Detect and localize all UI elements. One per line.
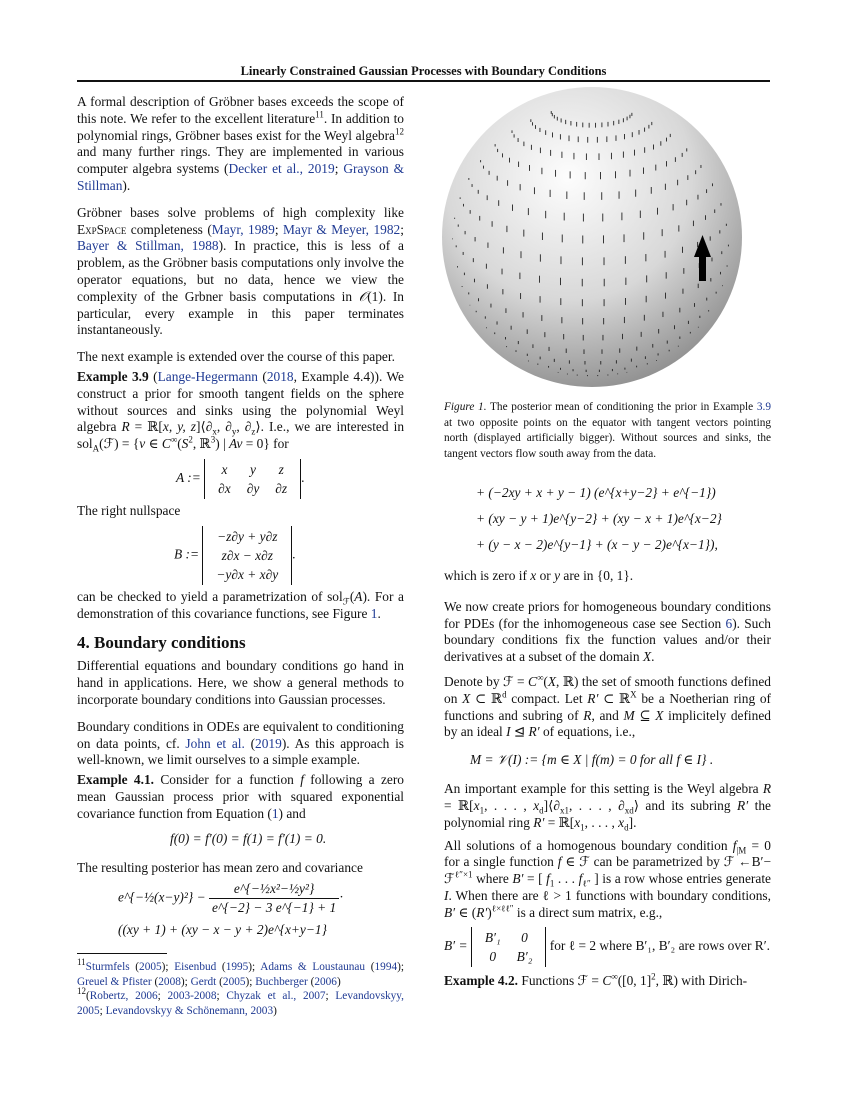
math-symbol: R [121,419,130,435]
text-run: ( [86,990,90,1003]
subscript: z [251,427,256,438]
example-4-2 [444,973,771,990]
matrix-entry: ∂y [246,480,260,496]
text-run: . . . [554,871,579,887]
text-run: can be checked to yield a parametrization of sol [77,588,343,604]
matrix-entry: 0 [489,948,497,964]
paragraph-posterior [77,860,404,877]
matrix-entry: y [250,461,256,477]
text-run: of equations, i.e., [539,724,636,740]
footnote-rule [77,953,167,954]
text-run: ) and [278,805,306,821]
citation-link[interactable]: Gerdt [190,975,217,988]
text-run: ) [336,975,341,988]
text-run: . When there are ℓ > 1 functions with boundary conditions, [448,887,771,903]
text-run: ⊂ ℝ [598,690,631,706]
text-run: The next example is extended over the course of this paper. [77,349,395,365]
text-run: The resulting posterior has mean zero and covariance [77,859,363,875]
text-run: ; [99,1004,106,1017]
text-run: ). Such boundary conditions fix the function values and/or their derivatives at a subset of the domain [444,615,772,665]
text-run: ( [151,975,159,988]
cov-dot: · [339,889,344,905]
math-symbol: f [557,854,562,870]
right-column [444,85,771,989]
text-run: ∈ ℱ can be parametrized by ℱ [561,854,739,870]
equation-B-end: . [292,546,296,562]
math-symbol: R′ [476,904,488,920]
math-symbol: R [583,707,592,723]
math-symbol: I [506,724,511,740]
citation-link[interactable]: 2003-2008 [167,990,217,1003]
text-run: ; [216,990,227,1003]
text-run: We now create priors for homogeneous boundary conditions for PDEs (for the inhomogeneous case see Section [444,598,771,631]
text-run: be a Noetherian ring of functions and subring of [444,690,772,723]
text-run: = [ [523,871,547,887]
text-run: Consider for a function [154,772,301,788]
text-run: An important example for this setting is the Weyl algebra [444,781,763,797]
text-run: ) [273,1004,277,1017]
math-symbol: R [762,781,771,797]
cov-first-term: e^{−½(x−y)²} − [118,889,206,905]
text-run: are in {0, 1}. [560,568,634,583]
math-symbol: f [578,871,583,887]
matrix-entry: −z∂y + y∂z [217,528,278,544]
matrix-entry: x [221,461,228,477]
text-run: The posterior mean of conditioning the prior in Example [486,401,757,413]
text-run: , Example 4.4) [293,368,375,384]
math-symbol: A [354,588,363,604]
text-run: ⊴ [510,724,529,740]
text-run: ); [397,961,405,974]
paragraph-weyl [444,781,771,831]
paragraph-solutions [444,838,771,922]
text-run: , . . . , [584,814,619,830]
citation-link[interactable]: Robertz, 2006 [89,990,158,1003]
paragraph-priors [444,599,771,666]
matrix-entry: 0 [521,929,528,945]
math-symbol: v [139,436,146,452]
citation-link[interactable]: 1 [370,605,378,621]
bold-label: Example 3.9 [77,368,149,384]
text-run: . [651,649,655,665]
subscript: xd [624,805,634,816]
text-run: ; [400,221,404,237]
matrix-A [204,459,301,499]
text-run: ( [543,673,548,689]
text-run: = ℝ[ [544,814,575,830]
figure-sphere [440,85,744,389]
footnote-12 [77,986,405,1018]
text-run: ( [177,436,182,452]
equation-covariance [77,880,404,917]
text-run: ( [244,735,256,751]
paragraph-odes [77,719,404,769]
matrix-entry: ∂x [218,480,231,496]
superscript: ∞ [611,971,618,982]
math-symbol: x [618,814,625,830]
text-run: ); [245,975,256,988]
math-symbol: B′ [512,871,524,887]
math-symbol: X [462,690,471,706]
math-symbol: C [528,673,537,689]
text-run: ( [307,975,315,988]
text-run: ; [274,221,283,237]
text-run: Gröbner bases solve problems of high complexity like [77,204,404,220]
example-4-1 [77,772,404,822]
math-symbol: x [530,568,537,583]
math-symbol: f [732,837,737,853]
text-run: ]⟨∂ [543,797,560,813]
matrix-entry: ∂z [275,480,288,496]
math-symbol: R′ [587,690,599,706]
equation-B-lhs: B := [174,546,200,562]
citation-link[interactable]: Decker et al., 2019 [228,161,335,177]
italic-label: Figure 1. [444,401,487,413]
superscript: ℓ″×1 [454,869,473,880]
text-run: ). [374,368,387,384]
paragraph-parametrization [77,589,404,623]
math-symbol: C [602,972,612,988]
subscript: ℱ [342,596,350,607]
cov-second-line: ((xy + 1) + (xy − x − y + 2)e^{x+y−1} [118,922,327,938]
text-run: = ℝ[ [444,797,474,813]
math-symbol: B′ [444,904,456,920]
text-run: ←B′− [738,854,771,870]
citation-link[interactable]: Mayr, 1989 [211,221,275,237]
citation-link[interactable]: Greuel & Pfister [77,975,152,988]
text-run: ℱ [444,871,455,887]
text-run: = 0 for a single function [444,837,771,870]
citation-link[interactable]: 2008 [158,975,181,988]
citation-link[interactable]: Adams & Loustaunau [260,961,366,974]
citation-link[interactable]: 1994 [374,961,398,974]
superscript: 11 [315,109,324,120]
paragraph-complexity [77,205,404,339]
math-symbol: R′ [528,724,540,740]
text-run: , ℝ) the set of smooth functions defined on [444,673,771,706]
text-run: ([0, 1] [617,972,652,988]
citation-link[interactable]: Buchberger [255,975,308,988]
text-run: ∈ [145,436,162,452]
superscript: 2 [188,434,193,445]
text-run: ]⟨∂ [196,419,213,435]
paragraph-denote [444,674,771,741]
left-column [77,94,404,1018]
text-run: ) [487,904,492,920]
matrix-entry: B′₁ [484,929,501,945]
citation-link[interactable]: Levandovskyy & Schönemann, 2003 [105,1004,274,1017]
superscript: ∞ [170,434,178,445]
text-run: ⊂ ℝ [470,690,503,706]
citation-link[interactable]: Levandovskyy, 2005 [77,990,405,1017]
text-run: , and [591,707,624,723]
text-run: ). In practice, this is less of a problem, as the Gröbner basis computations only involve the operator equations, but no data, hence we view the complexity of the Grbner basis computations in [77,238,404,304]
text-run: ); [161,961,175,974]
citation-link[interactable]: 3.9 [756,401,771,413]
text-run: ); [180,975,191,988]
subscript: A [92,443,100,454]
bprime-tail: for ℓ = 2 where B′₁, B′₂ are rows over R′. [546,937,770,953]
math-symbol: f [300,772,304,788]
math-symbol: x [473,797,480,813]
math-symbol: x [574,814,581,830]
text-run: ). For a demonstration of this covariance functions, see Figure [77,588,404,621]
paragraph-zero [444,568,771,585]
citation-link[interactable]: Sturmfels [85,961,130,974]
citation-link[interactable]: 1995 [225,961,249,974]
superscript: 11 [77,957,86,968]
text-run: Differential equations and boundary conditions go hand in hand in applications. Here, we show a general methods to incorporate boundary conditions into Gaussian processes. [77,658,404,707]
subscript: 1 [580,822,585,833]
text-run: is a direct sum matrix, e.g., [513,904,663,920]
citation-link[interactable]: 2005 [222,975,246,988]
superscript: ℓ×ℓℓ″ [491,903,514,914]
text-run: = 0} for [242,436,289,452]
matrix-entry: z [278,461,284,477]
text-run: completeness ( [126,221,212,237]
math-symbol: 𝒪 [358,288,368,304]
equation-B [77,526,404,585]
footnote-11 [77,957,405,989]
text-run: We construct a prior for smooth tangent fields on the sphere without sources and sinks using the polynomial Weyl algebra [77,368,404,435]
figure-caption [444,400,771,462]
math-symbol: S [181,436,189,452]
paragraph-groebner-literature [77,94,404,195]
text-run: and many further rings. They are implemented in various computer algebra systems ( [77,144,404,177]
math-symbol: f [546,871,550,887]
text-run: ⟩ and its subring [633,797,738,813]
math-symbol: M [623,707,635,723]
equation-A-end: . [301,470,305,486]
citation-link[interactable]: Lange-Hegermann [157,368,258,384]
text-run: . In addition to polynomial rings, Gröbner bases exist for the Weyl algebra [77,110,404,143]
citation-link[interactable]: 2006 [314,975,337,988]
subscript: |M [736,845,747,856]
text-run: , . . . , ∂ [568,797,625,813]
text-run: (1). In particular, every example in this paper terminates instantaneously. [77,288,404,338]
text-run: following a zero mean Gaussian process prior with squared exponential covariance function from Equation ( [77,772,404,821]
header-rule [77,80,770,82]
subscript: ℓ″ [582,878,591,889]
equation-A-lhs: A := [176,470,201,486]
equation-line-3: + (y − x − 2)e^{y−1} + (x − y − 2)e^{x−1}), [476,537,718,552]
math-symbol: R′ [533,814,545,830]
subscript: x [212,427,217,438]
text-run: , ℝ [192,436,211,452]
subscript: y [231,427,237,438]
superscript: 12 [395,126,404,137]
text-run: , ℝ) with Dirich- [655,972,748,988]
text-run: (ℱ) = { [99,436,140,452]
math-symbol: x [533,797,540,813]
citation-link[interactable]: 2018 [266,368,294,384]
text-run: Denote by ℱ = [444,673,528,689]
citation-link[interactable]: Grayson & Stillman [77,161,404,193]
subscript: d [539,805,544,816]
matrix-B [202,526,292,585]
text-run: ( [129,961,140,974]
text-run: or [536,568,555,583]
superscript: X [630,689,637,700]
subscript: d [624,822,629,833]
text-run: ∈ ( [455,904,477,920]
equation-A [77,459,404,499]
text-run: , ∂ [236,419,252,435]
matrix-entry: z∂x − x∂z [221,547,273,563]
superscript: ∞ [536,672,544,683]
matrix-entry: B′₂ [516,948,533,964]
paragraph-right-nullspace [77,503,404,520]
math-symbol: R′ [737,797,749,813]
text-run: , . . . , [484,797,534,813]
text-run: A formal description of Gröbner bases exceeds the scope of this note. We refer to the excellent literature [77,94,404,126]
math-symbol: X [655,707,664,723]
text-run: where [472,871,513,887]
citation-link[interactable]: Mayr & Meyer, 1982 [282,221,401,237]
text-run: ( [365,961,375,974]
text-run: ) | [215,436,230,452]
equation-M: M = 𝒱(I) := {m ∈ X | f(m) = 0 for all f ∈ I} . [470,752,714,768]
text-run: ( [216,975,223,988]
citation-link[interactable]: Eisenbud [174,961,217,974]
text-run: ; [157,990,168,1003]
text-run: ( [216,961,226,974]
math-symbol: Av [229,436,243,452]
superscript: 2 [651,971,656,982]
text-run: which is zero if [444,568,531,583]
cov-denominator: e^{−2} − 3 e^{−1} + 1 [211,900,337,916]
text-run: All solutions of a homogenous boundary condition [444,837,733,853]
math-symbol: x, y, z [162,419,197,435]
text-run: ⟩. I.e., we are interested in sol [77,419,405,452]
superscript: 3 [210,434,216,445]
citation-link[interactable]: Bayer & Stillman, 1988 [77,238,219,254]
smallcaps-term: ExpSpace [77,221,127,237]
subscript: x1 [559,805,569,816]
text-run: ). As this approach is well-known, we limit ourselves to a simple example. [77,735,404,768]
equation-f-conditions: f(0) = f′(0) = f(1) = f′(1) = 0. [170,830,327,846]
text-run: compact. Let [506,690,588,706]
text-run: ); [248,961,261,974]
subscript: 1 [549,878,555,889]
citation-link[interactable]: 6 [725,615,733,631]
math-symbol: y [554,568,561,583]
text-run: ( [349,588,355,604]
text-run: ( [148,368,158,384]
text-run: implicitely defined by an ideal [444,707,771,740]
cov-numerator: e^{−½x²−½y²} [209,880,339,899]
citation-link[interactable]: 2019 [255,735,282,751]
text-run: ] is a row whose entries generate [590,871,771,887]
paragraph-intro-boundary [77,658,404,708]
matrix-entry: −y∂x + x∂y [216,566,279,582]
text-run: the polynomial ring [444,797,771,830]
example-3-9 [77,369,404,453]
text-run: ). [122,177,131,193]
bold-label: Example 4.1. [77,772,155,788]
text-run: Functions ℱ = [518,972,603,988]
citation-link[interactable]: John et al. [185,735,245,751]
cov-fraction [209,880,339,917]
citation-link[interactable]: 2005 [139,961,162,974]
paragraph-next-example [77,349,404,366]
subscript: 1 [479,805,485,816]
matrix-Bprime [471,927,547,967]
superscript: d [502,689,507,700]
section-heading: 4. Boundary conditions [77,633,246,653]
citation-link[interactable]: 1 [271,805,279,821]
math-symbol: X [642,649,652,665]
equation-Bprime [444,927,771,967]
text-run: , ∂ [216,419,232,435]
math-symbol: C [161,436,171,452]
equation-line-1: + (−2xy + x + y − 1) (e^{x+y−2} + e^{−1}) [476,485,716,500]
running-header: Linearly Constrained Gaussian Processes with Boundary Conditions [240,64,607,78]
text-run: = ℝ[ [129,419,163,435]
text-run: ( [257,368,267,384]
text-run: ]. [628,814,637,830]
text-run: at two opposite points on the equator with tangent vectors pointing north (displayed artificially bigger). Without sources and sinks, the tangent vectors flow south away from the data. [444,416,771,460]
sphere-surface [442,87,742,387]
text-run: Boundary conditions in ODEs are equivalent to conditioning on data points, cf. [77,718,404,751]
bprime-lhs: B′ = [444,937,468,953]
text-run: ; [334,161,344,177]
superscript: 12 [77,986,86,997]
bold-label: Example 4.2. [444,972,519,988]
equation-line-2: + (xy − y + 1)e^{y−2} + (xy − x + 1)e^{x−2} [476,511,722,526]
text-run: ; [325,990,336,1003]
text-run: The right nullspace [77,502,181,518]
text-run: ⊆ [634,707,656,723]
text-run: . [377,605,381,621]
math-symbol: X [547,673,557,689]
math-symbol: I [444,887,449,903]
citation-link[interactable]: Chyzak et al., 2007 [226,990,326,1003]
